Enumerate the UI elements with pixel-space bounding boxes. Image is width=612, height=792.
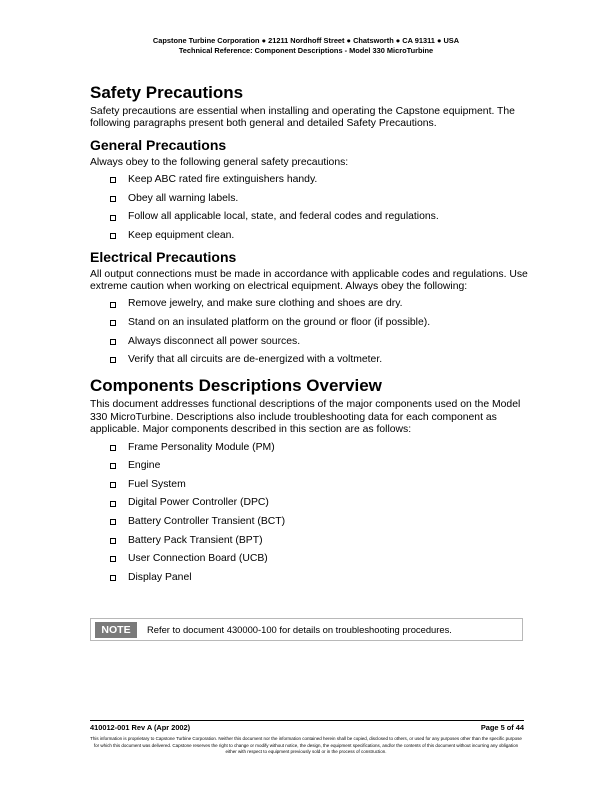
- list-item: [110, 317, 530, 329]
- footer-document-id: 410012-001 Rev A (Apr 2002): [90, 723, 191, 732]
- checkbox-bullet-icon: [110, 575, 116, 581]
- footer-page-number: Page 5 of 44: [480, 723, 524, 732]
- list-item-text: Remove jewelry, and make sure clothing and shoes are dry.: [128, 298, 403, 310]
- checkbox-bullet-icon: [110, 302, 116, 308]
- checkbox-bullet-icon: [110, 196, 116, 202]
- page-content: [90, 83, 530, 590]
- list-item-text: Follow all applicable local, state, and federal codes and regulations.: [128, 211, 439, 223]
- list-item-text: User Connection Board (UCB): [128, 553, 268, 565]
- note-text: Refer to document 430000-100 for details on troubleshooting procedures.: [147, 624, 452, 635]
- list-item-text: Fuel System: [128, 478, 186, 490]
- list-item-text: Digital Power Controller (DPC): [128, 497, 269, 509]
- list-item: [110, 211, 530, 223]
- page-header: [0, 36, 612, 56]
- general-precautions-list: [90, 174, 530, 242]
- checkbox-bullet-icon: [110, 482, 116, 488]
- checkbox-bullet-icon: [110, 177, 116, 183]
- checkbox-bullet-icon: [110, 556, 116, 562]
- list-item: [110, 298, 530, 310]
- checkbox-bullet-icon: [110, 538, 116, 544]
- list-item-text: Always disconnect all power sources.: [128, 335, 301, 347]
- checkbox-bullet-icon: [110, 445, 116, 451]
- list-item: [110, 553, 530, 565]
- list-item-text: Keep ABC rated fire extinguishers handy.: [128, 174, 318, 186]
- header-document-title: Technical Reference: Component Descriptions - Model 330 MicroTurbine: [178, 46, 434, 55]
- components-list: [90, 442, 530, 584]
- list-item: [110, 572, 530, 584]
- electrical-precautions-heading: Electrical Precautions: [90, 248, 237, 265]
- note-box: [90, 618, 523, 641]
- list-item: [110, 193, 530, 205]
- components-overview-heading: Components Descriptions Overview: [90, 376, 382, 396]
- list-item-text: Verify that all circuits are de-energized with a voltmeter.: [128, 354, 383, 366]
- safety-precautions-heading: Safety Precautions: [90, 83, 244, 102]
- checkbox-bullet-icon: [110, 215, 116, 221]
- list-item-text: Keep equipment clean.: [128, 229, 235, 241]
- checkbox-bullet-icon: [110, 519, 116, 525]
- list-item: [110, 460, 530, 472]
- list-item-text: Battery Pack Transient (BPT): [128, 534, 263, 546]
- list-item: [110, 535, 530, 547]
- header-company-line: Capstone Turbine Corporation ● 21211 Nordhoff Street ● Chatsworth ● CA 91311 ● USA: [152, 36, 460, 45]
- list-item-text: Display Panel: [128, 571, 192, 583]
- list-item-text: Engine: [128, 460, 161, 472]
- list-item: [110, 497, 530, 509]
- checkbox-bullet-icon: [110, 320, 116, 326]
- list-item-text: Obey all warning labels.: [128, 192, 239, 204]
- checkbox-bullet-icon: [110, 357, 116, 363]
- general-precautions-intro: Always obey to the following general safety precautions:: [90, 156, 349, 168]
- list-item: [110, 354, 530, 366]
- list-item-text: Frame Personality Module (PM): [128, 441, 275, 453]
- electrical-precautions-list: [90, 298, 530, 366]
- list-item: [110, 516, 530, 528]
- list-item-text: Stand on an insulated platform on the ground or floor (if possible).: [128, 316, 431, 328]
- checkbox-bullet-icon: [110, 339, 116, 345]
- safety-precautions-intro: Safety precautions are essential when installing and operating the Capstone equipment. The following paragraphs present both general and detailed Safety Precautions.: [90, 106, 515, 130]
- list-item: [110, 174, 530, 186]
- list-item-text: Battery Controller Transient (BCT): [128, 516, 286, 527]
- components-overview-intro: This document addresses functional descriptions of the major components used on the Model 330 MicroTurbine. Descriptions also include troubleshooting data for each component as applicable. Major components described in this section are as follows:: [90, 399, 521, 436]
- footer-disclaimer: This information is proprietary to Capstone Turbine Corporation. Neither this document nor the information contained herein shall be copied, disclosed to others, or used for any purposes other than the specific purpose for which this document was delivered. Capstone reserves the right to change or modify without notice, the design, the equipment specifications, and/or the contents of this document without incurring any obligation either with respect to equipment previously sold or in the process of construction.: [90, 736, 522, 755]
- checkbox-bullet-icon: [110, 463, 116, 469]
- checkbox-bullet-icon: [110, 501, 116, 507]
- footer-divider: [90, 720, 524, 721]
- general-precautions-heading: General Precautions: [90, 136, 227, 153]
- checkbox-bullet-icon: [110, 233, 116, 239]
- list-item: [110, 230, 530, 242]
- electrical-precautions-intro: All output connections must be made in accordance with applicable codes and regulations. Use extreme caution when working on electrical equipment. Always obey the following:: [90, 268, 528, 292]
- list-item: [110, 336, 530, 348]
- list-item: [110, 442, 530, 454]
- note-label: NOTE: [95, 622, 137, 638]
- list-item: [110, 479, 530, 491]
